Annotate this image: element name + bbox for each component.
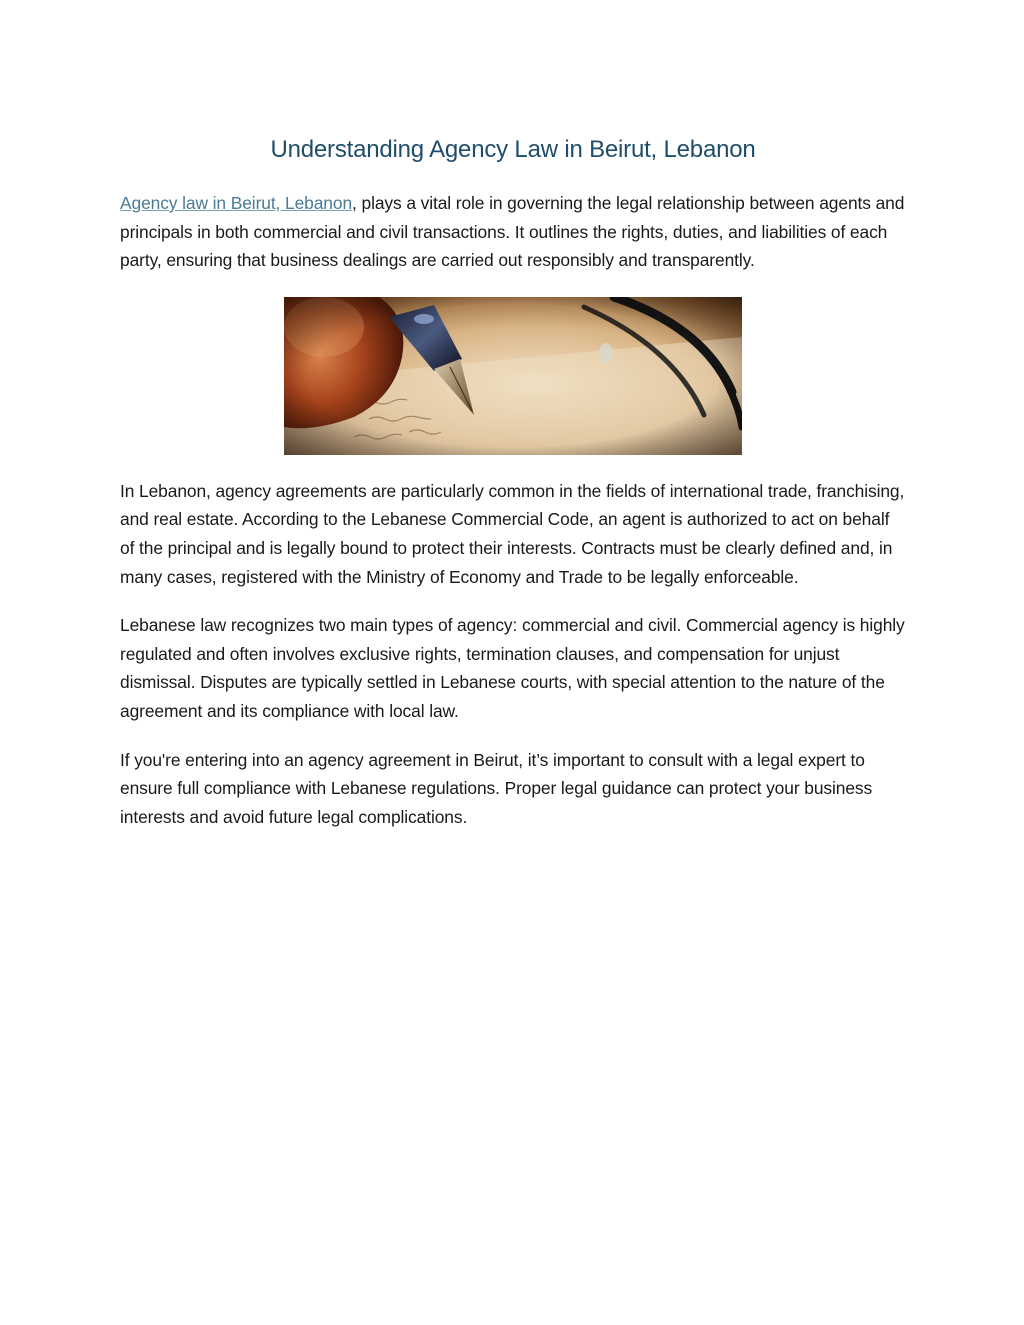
document-page (120, 128, 906, 831)
body-paragraph-3: If you're entering into an agency agreement in Beirut, it’s important to consult with a legal expert to ensure full compliance with Lebanese regulations. Proper legal guidance can protect your business interests and avoid future legal complications. (120, 749, 873, 827)
body-paragraph-2: Lebanese law recognizes two main types of agency: commercial and civil. Commercial agency is highly regulated and often involves exclusive rights, termination clauses, and compensation for unjust dismissal. Disputes are typically settled in Lebanese courts, with special attention to the nature of the agreement and its compliance with local law. (120, 615, 905, 721)
intro-text: , plays a vital role in governing the legal relationship between agents and principals in both commercial and civil transactions. It outlines the rights, duties, and liabilities of each party, ensuring that business dealings are carried out responsibly and transparently. (120, 193, 905, 271)
intro-paragraph (120, 189, 906, 275)
agency-law-link[interactable]: Agency law in Beirut, Lebanon (120, 193, 353, 213)
body-paragraph-1: In Lebanon, agency agreements are particularly common in the fields of international trade, franchising, and real estate. According to the Lebanese Commercial Code, an agent is authorized to act on behalf of the principal and is legally bound to protect their interests. Contracts must be clearly defined and, in many cases, registered with the Ministry of Economy and Trade to be legally enforceable. (120, 480, 905, 587)
pen-writing-image (284, 297, 742, 455)
page-title: Understanding Agency Law in Beirut, Lebanon (270, 136, 756, 163)
